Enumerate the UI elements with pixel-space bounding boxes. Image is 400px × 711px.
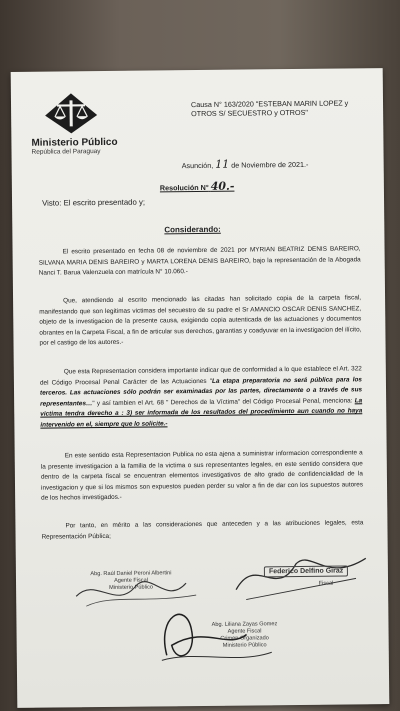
case-reference: Causa N° 163/2020 "ESTEBAN MARIN LOPEZ y OTROS S/ SECUESTRO y OTROS" — [190, 98, 349, 119]
scales-emblem-icon — [43, 91, 99, 136]
stamp-right: Federico Delfino Giraz — [264, 565, 348, 577]
document-page — [11, 68, 390, 708]
org-subtitle: República del Paraguay — [31, 148, 101, 156]
considerando-heading: Considerando: — [164, 224, 221, 235]
ministerio-logo — [31, 91, 132, 156]
resolution-number — [160, 180, 235, 194]
date-prefix: Asunción, — [181, 160, 214, 171]
visto-line: Visto: El escrito presentado y; — [42, 197, 146, 208]
paragraph-3-c: " y así tambien el Art. 68 " Derechos de la Víctima" del Código Procesal Penal, menciona: — [92, 397, 355, 407]
stamp-left: Abg. Raúl Daniel Peroni Albertini Agente Fiscal Ministerio Público — [90, 570, 172, 591]
paragraph-1: El escrito presentado en fecha 08 de noviembre de 2021 por MYRIAN BEATRIZ DENIS BAREIRO, SILVANA MARIA DENIS BAREIRO y MARTA LORENA DENIS BAREIRO, bajo la representación de la Abogada Nanci T. Barua Valenzuela con matrícula N° 10.060.- — [38, 245, 361, 277]
paragraph-5: Por tanto, en mérito a las consideraciones que anteceden y a las atribuciones legales, esta Representación Pública; — [41, 519, 364, 541]
paragraph-2: Que, atendiendo al escrito mencionado las citadas han solicitado copia de la carpeta fiscal, manifestando que son legitimas victimas del secuestro de su padre el Sr AMANCIO OSCAR DENIS SANCHEZ, objeto de la investigacion de la presente causa, exigiendo copia autenticada de las actuaciones y documentos obrantes en la Carpeta Fiscal, a fin de articular sus derechos, garantias y coadyuvar en la investigacion del ilícito, por el castigo de los autores.- — [39, 294, 362, 348]
date-day-handwritten: 11 — [215, 157, 230, 171]
date-suffix: de Noviembre de 2021.- — [231, 159, 309, 170]
paragraph-3 — [40, 364, 363, 431]
paragraph-4: En este sentido esta Representacion Publica no esta ajena a suministrar informacion correspondiente a la presente investigacion a la familia de la victima o sus representantes legales, en este sentido considera que dentro de la carpeta fiscal se encuentran elementos investigativos de alto grado de confidencialidad de la investigacion y que si los mismos son expuestos pueden perder su valor a fin de dar con los supuestos autores de los hechos investigados.- — [40, 449, 364, 503]
resolution-label: Resolución N° — [159, 182, 209, 193]
stamp-right-title: Fiscal — [318, 580, 334, 587]
paragraph-3-a: Que esta Representacion considera importante indicar que de conformidad a lo que establece el Art. 322 del Código Procesal Penal Carácter de las Actuaciones " — [39, 365, 362, 387]
org-name: Ministerio Público — [31, 136, 118, 149]
article-68-quote: La victima tendra derecho a : 3) ser informada de los resultados del procedimiento aun cuando no haya intervenido en el, siempre que lo solicite.- — [40, 397, 363, 429]
stamp-bottom: Abg. Liliana Zayas Gomez Agente Fiscal Crimen Organizado Ministerio Público — [211, 621, 278, 649]
article-322-quote: La etapa preparatoria no será pública para los terceros. Las actuaciones sólo podrán ser examinadas por las partes, directamente o a través de sus representantes… — [40, 375, 363, 408]
resolution-number-handwritten: 40.- — [210, 179, 235, 193]
document-date — [182, 157, 309, 171]
